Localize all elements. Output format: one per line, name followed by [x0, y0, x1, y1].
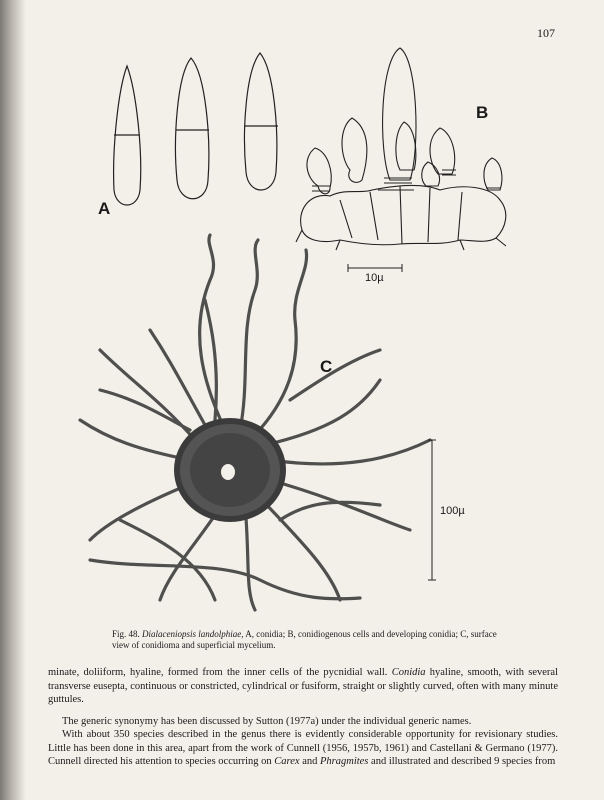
- panel-c-hyphae: [80, 235, 430, 610]
- paragraph-3: [48, 728, 558, 769]
- conidium-3: [245, 53, 277, 190]
- caption-fig-number: Fig. 48.: [112, 629, 140, 639]
- page-number: 107: [537, 26, 555, 40]
- figure-caption: [112, 629, 512, 651]
- caption-species: Dialaceniopsis landolphiae: [142, 629, 242, 639]
- conidioma: [174, 418, 286, 522]
- panel-label-b: B: [476, 103, 489, 122]
- scale-bar-b: [348, 264, 402, 272]
- panel-label-a: A: [98, 199, 111, 218]
- p3-text-c: and illustrated and described 9 species from: [368, 756, 556, 767]
- p1-term-conidia: Conidia: [391, 667, 426, 678]
- p1-text-a: minate, doliiform, hyaline, formed from the inner cells of the pycnidial wall.: [48, 667, 392, 678]
- p3-text-a: With about 350 species described in the genus there is evidently considerable opportunity for revisionary studies. Little has been done in this area, apart from the work of Cunnell (1956, 1957b, 1961) and Castellani & Germano (1977). Cunnell directed his attention to species occurring on: [48, 729, 558, 767]
- scale-label-c: 100µ: [440, 505, 465, 517]
- p3-term-carex: Carex: [274, 756, 300, 767]
- paragraph-2: The generic synonymy has been discussed by Sutton (1977a) under the individual generic names.: [62, 715, 472, 727]
- paragraph-1: [48, 666, 558, 707]
- p3-term-phragmites: Phragmites: [319, 756, 369, 767]
- scale-bar-c: [428, 440, 436, 580]
- panel-a-conidia: [114, 53, 278, 205]
- body-text: [48, 666, 558, 769]
- scale-label-b: 10µ: [365, 272, 384, 284]
- caption-text: , A, conidia; B, conidiogenous cells and developing conidia; C, surface view of conidioma and superficial mycelium.: [112, 629, 497, 650]
- p1-text-b: hyaline, smooth, with several transverse eusepta, continuous or constricted, cylindrical or fusiform, straight or slightly curved, often with many minute guttules.: [48, 667, 558, 705]
- p3-text-b: and: [299, 756, 320, 767]
- panel-label-c: C: [320, 357, 333, 376]
- panel-b-conidiogenous-cells: [296, 48, 506, 250]
- conidium-2: [176, 58, 209, 199]
